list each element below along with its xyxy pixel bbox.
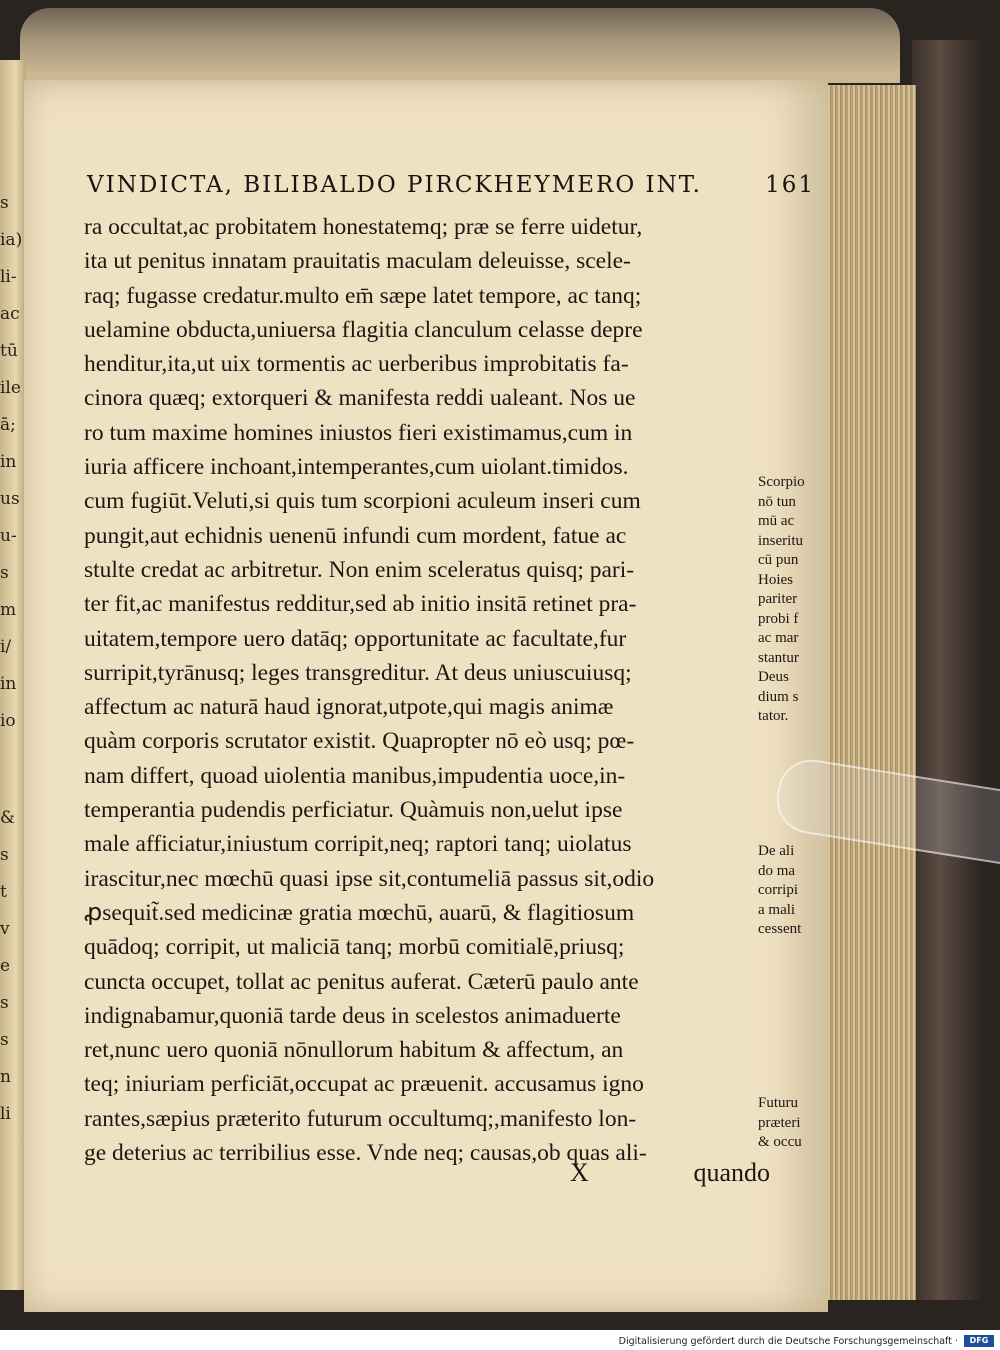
dfg-logo: DFG [964,1335,994,1347]
running-header [87,172,815,198]
text-line: ro tum maxime homines iniustos fieri existimamus,cum in [84,419,633,446]
marginal-line: præteri [758,1114,801,1131]
marginal-line: stantur [758,649,799,666]
page-fore-edge [826,85,916,1300]
text-line: rantes,sæpius præterito futurum occultumq;,manifesto lon- [84,1105,637,1132]
marginal-line: nō tun [758,493,796,510]
left-page-fragment: tū [0,341,18,361]
marginal-line: pariter [758,591,798,607]
left-page-fragment: us [0,489,20,509]
marginal-line: corripi [758,882,798,898]
left-page-fragment: e [0,956,11,976]
marginal-line: Deus [758,669,789,685]
catchword-line [570,1158,770,1188]
text-line: irascitur,nec mœchū quasi ipse sit,contumeliā passus sit,odio [84,865,655,892]
marginal-line: mū ac [758,513,795,529]
left-page-fragment: in [0,674,17,694]
marginal-line: inseritu [758,532,803,549]
text-line: affectum ac naturā haud ignorat,utpote,qui magis animæ [84,694,614,721]
left-page-fragment: ile [0,378,21,398]
marginal-note-futuru [758,1094,820,1153]
text-line: temperantia pudendis perficiatur. Quàmuis non,uelut ipse [84,797,623,824]
left-page-fragment: v [0,919,10,939]
text-line: quādoq; corripit, ut maliciā tanq; morbū comitialē,priusq; [84,934,625,961]
marginal-line: Futuru [758,1095,799,1111]
left-page-text-upper [0,185,22,740]
catchword: quando [693,1158,770,1187]
left-page-fragment: s [0,1030,9,1050]
marginal-line: probi f [758,610,799,627]
text-line: iuria afficere inchoant,intemperantes,cum uiolant.timidos. [84,454,629,481]
marginal-line: cū pun [758,552,799,568]
left-page-fragment: s [0,563,9,583]
text-line: henditur,ita,ut uix tormentis ac uerberibus improbitatis fa- [84,351,629,378]
text-line: pungit,aut echidnis uenenū infundi cum mordent, fatue ac [84,522,627,549]
left-page-fragment: in [0,452,17,472]
left-page-fragment: m [0,600,17,620]
marginal-line: tator. [758,708,789,724]
text-line: nam differt, quoad uiolentia manibus,impudentia uoce,in- [84,762,626,789]
signature-mark: X [570,1158,589,1187]
text-line: indignabamur,quoniā tarde deus in scelestos animaduerte [84,1002,621,1029]
footer-credit: Digitalisierung gefördert durch die Deutsche Forschungsgemeinschaft · [618,1336,958,1347]
left-page-fragment: n [0,1067,11,1087]
left-page-fragment: ia) [0,230,22,250]
left-page-fragment: ac [0,304,20,324]
marginal-line: De ali [758,843,795,859]
text-line: quàm corporis scrutator existit. Quapropter nō eò usq; pœ- [84,728,635,755]
marginal-line: ac mar [758,630,799,646]
marginal-line: a mali [758,901,796,918]
marginal-line: Hoies [758,571,793,588]
marginal-line: & occu [758,1134,802,1150]
digitization-footer [0,1333,1000,1350]
text-line: male afficiatur,iniustum corripit,neq; raptori tanq; uiolatus [84,831,632,858]
book-cover [912,40,982,1300]
text-line: raq; fugasse credatur.multo em̄ sæpe latet tempore, ac tanq; [84,282,642,309]
left-page-fragment: io [0,711,16,731]
text-line: teq; iniuriam perficiāt,occupat ac præuenit. accusamus igno [84,1071,644,1098]
main-text-block [84,210,764,1170]
text-line: surripit,tyrānusq; leges transgreditur. At deus uniuscuiusq; [84,659,632,686]
text-line: ret,nunc uero quoniā nōnullorum habitum & affectum, an [84,1037,624,1064]
marginal-note-scorpio [758,473,820,727]
left-page-fragment: s [0,993,9,1013]
left-page-fragment: s [0,193,9,213]
text-line: ita ut penitus innatam prauitatis maculam deleuisse, scele- [84,248,631,275]
running-title: VINDICTA, BILIBALDO PIRCKHEYMERO INT. [87,172,702,198]
left-page-fragment: i/ [0,637,12,657]
text-line: cinora quæq; extorqueri & manifesta reddi ualeant. Nos ue [84,385,636,412]
text-line: cum fugiūt.Veluti,si quis tum scorpioni aculeum inseri cum [84,488,641,515]
text-line: uitatem,tempore uero datāq; opportunitate ac facultate,fur [84,625,627,652]
left-page-text-lower [0,800,22,1133]
marginal-line: cessent [758,921,802,937]
left-page-fragment: & [0,808,16,828]
left-page-fragment: t [0,882,7,902]
left-page-fragment: li [0,1104,11,1124]
marginal-line: do ma [758,862,796,879]
text-line: ra occultat,ac probitatem honestatemq; præ se ferre uidetur, [84,214,643,240]
marginal-line: Scorpio [758,474,805,490]
folio-number: 161 [765,172,815,198]
left-page-fragment: u- [0,526,17,546]
text-line: ter fit,ac manifestus redditur,sed ab initio insitā retinet pra- [84,591,637,618]
marginal-line: dium s [758,688,799,705]
text-line: ge deterius ac terribilius esse. Vnde neq; causas,ob quas ali- [84,1140,647,1167]
left-page-fragment: s [0,845,9,865]
text-line: ꝓsequit̃.sed medicinæ gratia mœchū, auarū, & flagitiosum [84,899,635,926]
left-page-fragment: ā; [0,415,16,435]
left-page-fragment: li- [0,267,17,287]
book-top-edge [20,8,900,83]
marginal-note-de-ali [758,842,820,940]
text-line: uelamine obducta,uniuersa flagitia clanculum celasse depre [84,316,643,343]
text-line: stulte credat ac arbitretur. Non enim sceleratus quisq; pari- [84,556,635,583]
text-line: cuncta occupet, tollat ac penitus auferat. Cæterū paulo ante [84,968,639,995]
